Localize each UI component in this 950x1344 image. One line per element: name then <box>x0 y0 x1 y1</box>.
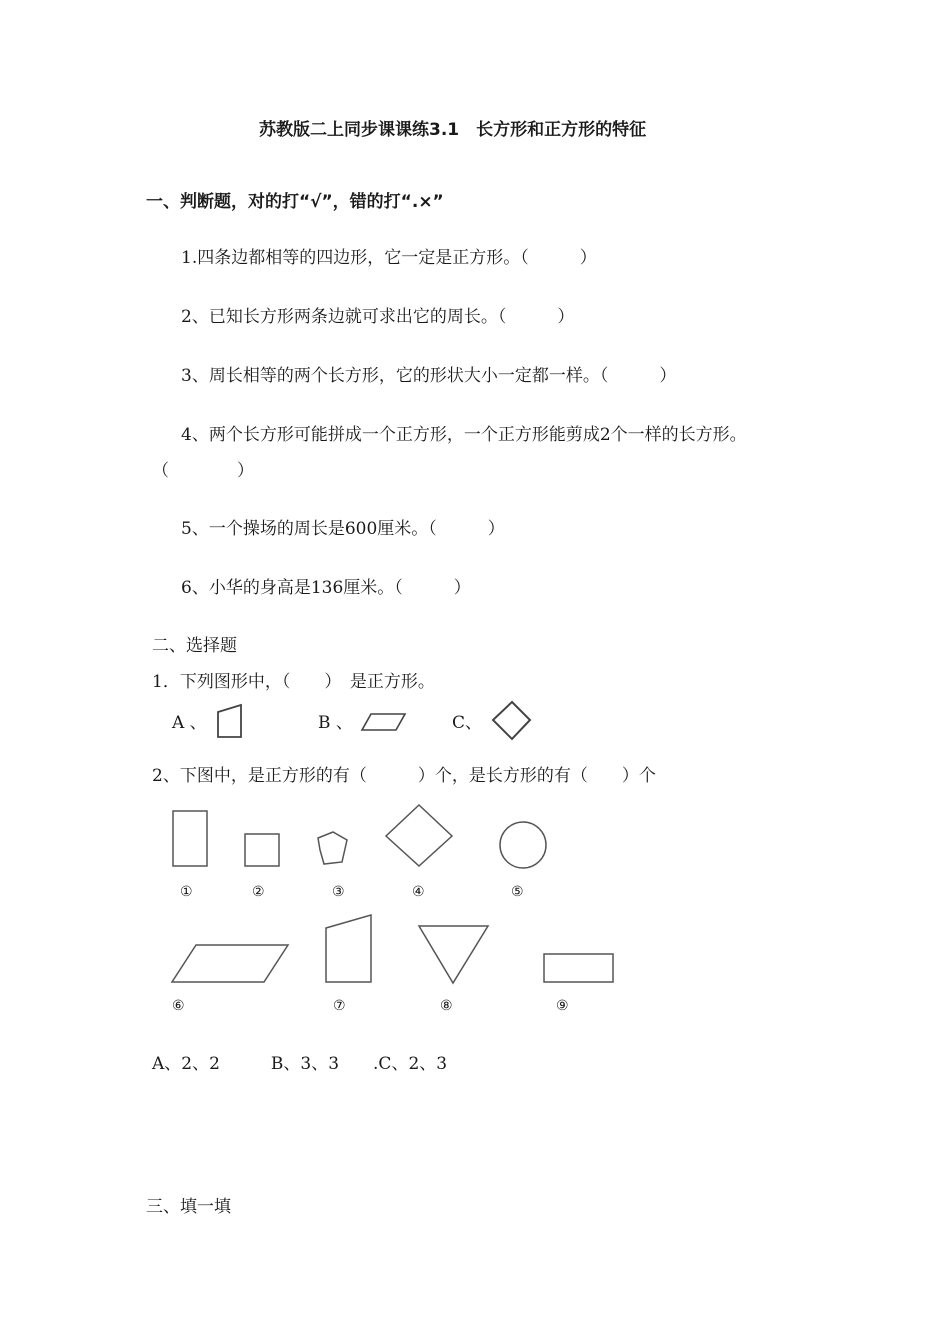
figure-9-label: ⑨ <box>556 998 569 1014</box>
figure-3-label: ③ <box>332 884 345 900</box>
choice-q1: 1．下列图形中，（ ） 是正方形。 <box>152 672 435 692</box>
judge-item-4-bracket: （ ） <box>152 461 254 481</box>
page-title: 苏教版二上同步课课练3.1 长方形和正方形的特征 <box>259 120 647 140</box>
judge-item-5: 5、一个操场的周长是600厘米。（ ） <box>181 519 505 539</box>
judge-item-6: 6、小华的身高是136厘米。（ ） <box>181 578 471 598</box>
choice-q1-option-a: A 、 <box>172 713 207 733</box>
section1-heading: 一、判断题，对的打“√”，错的打“.×” <box>146 192 444 212</box>
figure-4-label: ④ <box>412 884 425 900</box>
figure-2-square <box>245 834 279 866</box>
figure-1-label: ① <box>180 884 193 900</box>
figure-3-irregular <box>318 832 347 864</box>
choice-q2-options: A、2、2 B、3、3 .C、2、3 <box>152 1054 448 1074</box>
judge-item-3: 3、周长相等的两个长方形，它的形状大小一定都一样。（ ） <box>181 366 677 386</box>
section3-heading: 三、填一填 <box>146 1197 231 1217</box>
figure-5-label: ⑤ <box>511 884 524 900</box>
q1-shape-b-parallelogram <box>362 714 405 730</box>
judge-item-4: 4、两个长方形可能拼成一个正方形，一个正方形能剪成2个一样的长方形。 <box>181 425 747 445</box>
figure-4-diamond <box>386 805 452 866</box>
figure-7-trapezoid <box>326 915 371 982</box>
q1-shape-a-trapezoid <box>218 705 241 737</box>
figure-8-label: ⑧ <box>440 998 453 1014</box>
figure-1-tall-rectangle <box>173 811 207 866</box>
figure-6-parallelogram <box>172 945 288 982</box>
judge-item-2: 2、已知长方形两条边就可求出它的周长。（ ） <box>181 307 575 327</box>
figure-8-triangle <box>419 926 488 983</box>
choice-q1-option-b: B 、 <box>318 713 353 733</box>
choice-q1-option-c: C、 <box>452 713 483 733</box>
figure-9-rectangle <box>544 954 613 982</box>
section2-heading: 二、选择题 <box>152 636 237 656</box>
choice-q2: 2、下图中，是正方形的有（ ）个，是长方形的有（ ）个 <box>152 766 656 786</box>
figure-6-label: ⑥ <box>172 998 185 1014</box>
judge-item-1: 1.四条边都相等的四边形，它一定是正方形。（ ） <box>181 248 597 268</box>
figure-2-label: ② <box>252 884 265 900</box>
figure-5-circle <box>500 822 546 868</box>
figure-7-label: ⑦ <box>333 998 346 1014</box>
q1-shape-c-diamond <box>493 702 530 739</box>
